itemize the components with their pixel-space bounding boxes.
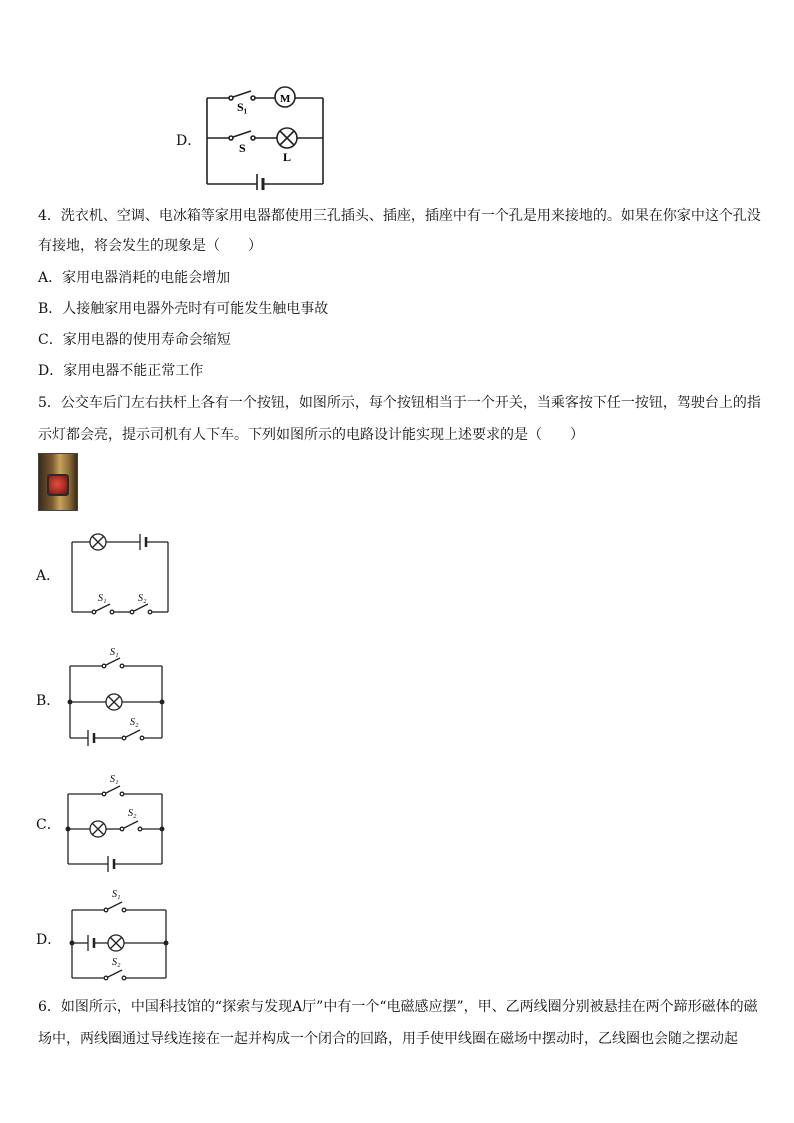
a-s2-label: S₂: [138, 593, 147, 604]
q4-option-a: A．家用电器消耗的电能会增加: [38, 270, 231, 286]
q6-stem-line2: 场中，两线圈通过导线连接在一起并构成一个闭合的回路，用手使甲线圈在磁场中摆动时，乙线圈也会随之摆动起: [38, 1031, 738, 1047]
q5-option-d-circuit: [64, 882, 174, 982]
c-s1-label: S₁: [110, 774, 119, 785]
b-s1-label: S₁: [110, 647, 119, 658]
q4-option-c: C．家用电器的使用寿命会缩短: [38, 332, 231, 348]
q5-stem-line1: 5．公交车后门左右扶杆上各有一个按钮，如图所示，每个按钮相当于一个开关，当乘客按下任一按钮，驾驶台上的指: [38, 395, 761, 411]
bus-button-photo: [38, 453, 78, 511]
q5-option-b-circuit: [62, 644, 172, 748]
switch-s-label: S: [239, 141, 246, 155]
a-s1-label: S₁: [98, 593, 107, 604]
q3-option-d-label: D．: [176, 133, 202, 149]
q5-option-b-label: B．: [36, 693, 61, 709]
q5-option-d-label: D．: [36, 932, 62, 948]
q6-stem-line1: 6．如图所示，中国科技馆的“探索与发现A厅”中有一个“电磁感应摆”，甲、乙两线圈分别被悬挂在两个蹄形磁体的磁: [38, 999, 758, 1015]
motor-m-label: M: [280, 93, 291, 105]
q5-option-c-circuit: [62, 768, 172, 880]
d-s2-label: S₂: [112, 957, 121, 968]
q5-option-a-circuit: [66, 528, 176, 616]
b-s2-label: S₂: [130, 717, 139, 728]
q4-option-b: B．人接触家用电器外壳时有可能发生触电事故: [38, 301, 329, 317]
q5-option-a-label: A．: [36, 568, 61, 584]
q4-stem-line2: 有接地，将会发生的现象是（ ）: [38, 238, 262, 254]
d-s1-label: S₁: [112, 889, 121, 900]
q4-option-d: D．家用电器不能正常工作: [38, 363, 204, 379]
q4-stem-line1: 4．洗衣机、空调、电冰箱等家用电器都使用三孔插头、插座，插座中有一个孔是用来接地的。如果在你家中这个孔没: [38, 208, 761, 224]
lamp-l-label: L: [283, 150, 292, 164]
q3-option-d-circuit: [195, 78, 335, 190]
q5-stem-line2: 示灯都会亮，提示司机有人下车。下列如图所示的电路设计能实现上述要求的是（ ）: [38, 427, 584, 443]
q5-option-c-label: C．: [36, 817, 61, 833]
switch-s1-label: S₁: [237, 100, 248, 114]
c-s2-label: S₂: [128, 808, 137, 819]
red-button-icon: [47, 474, 69, 496]
